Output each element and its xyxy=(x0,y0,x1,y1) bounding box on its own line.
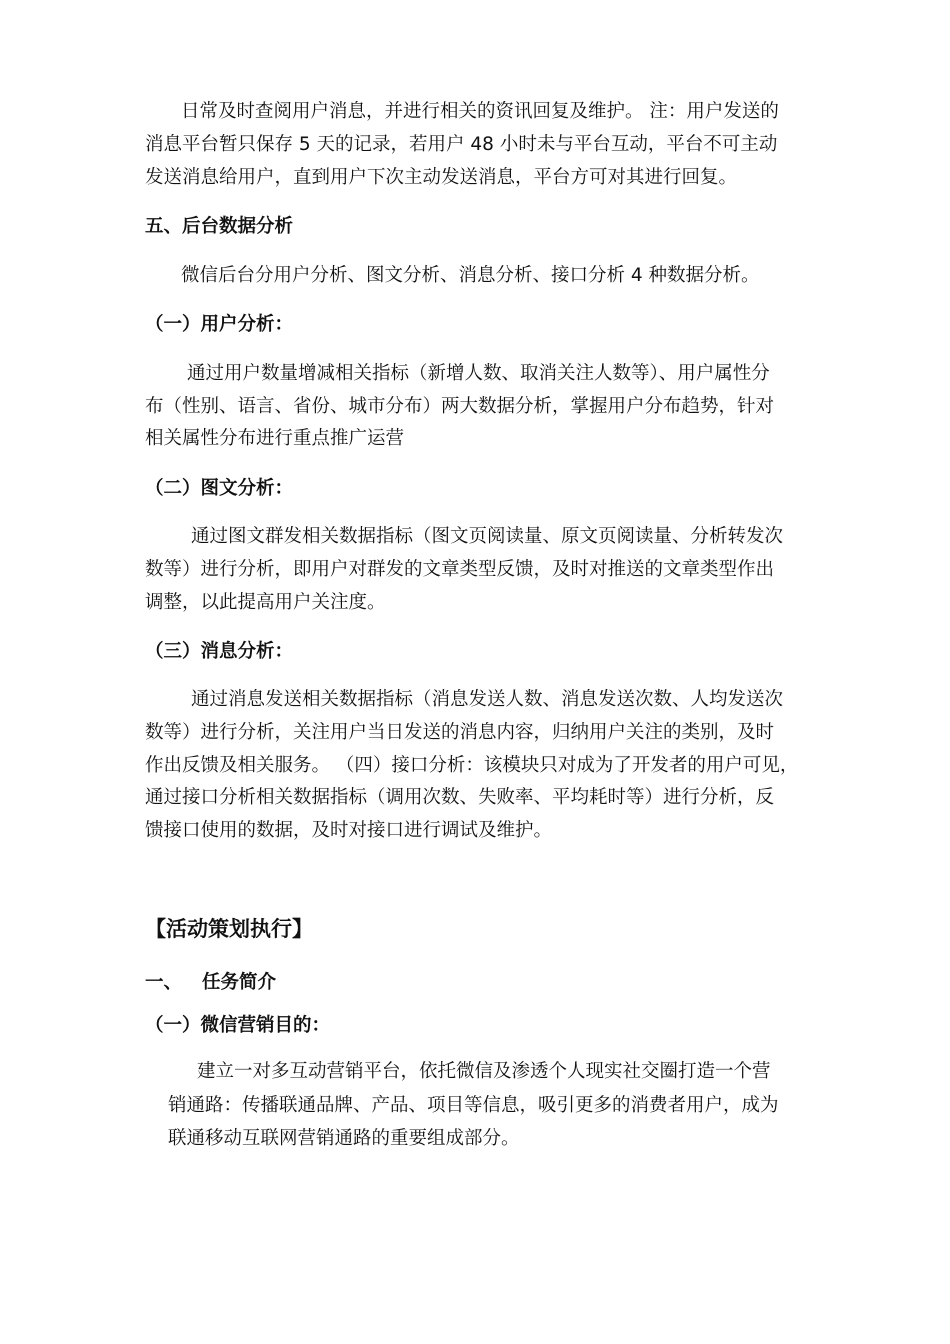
paragraph-line: 通过消息发送相关数据指标（消息发送人数、消息发送次数、人均发送次 xyxy=(191,689,784,710)
paragraph-line: 建立一对多互动营销平台，依托微信及渗透个人现实社交圈打造一个营 xyxy=(197,1061,771,1082)
section-heading: 五、后台数据分析 xyxy=(145,216,294,237)
paragraph-line: 发送消息给用户，直到用户下次主动发送消息，平台方可对其进行回复。 xyxy=(145,167,738,188)
paragraph-line: 销通路：传播联通品牌、产品、项目等信息，吸引更多的消费者用户，成为 xyxy=(168,1095,779,1116)
paragraph-line: 布（性别、语言、省份、城市分布）两大数据分析，掌握用户分布趋势，针对 xyxy=(145,396,775,417)
paragraph-line: 数等）进行分析，关注用户当日发送的消息内容，归纳用户关注的类别，及时 xyxy=(145,722,775,743)
section-heading-number: 一、 xyxy=(145,972,183,993)
subsection-heading: （三）消息分析： xyxy=(145,641,294,662)
paragraph-line: 通过用户数量增减相关指标（新增人数、取消关注人数等）、用户属性分 xyxy=(187,363,770,384)
subsection-heading: （一）用户分析： xyxy=(145,314,294,335)
paragraph-line: 日常及时查阅用户消息，并进行相关的资讯回复及维护。 注：用户发送的 xyxy=(181,101,779,122)
paragraph-line: 作出反馈及相关服务。 （四）接口分析：该模块只对成为了开发者的用户可见， xyxy=(145,755,799,776)
paragraph-line: 通过接口分析相关数据指标（调用次数、失败率、平均耗时等）进行分析，反 xyxy=(145,787,775,808)
chapter-title: 【活动策划执行】 xyxy=(145,917,313,941)
paragraph-line: 微信后台分用户分析、图文分析、消息分析、接口分析 4 种数据分析。 xyxy=(181,265,760,286)
paragraph-line: 馈接口使用的数据，及时对接口进行调试及维护。 xyxy=(145,820,553,841)
paragraph-line: 通过图文群发相关数据指标（图文页阅读量、原文页阅读量、分析转发次 xyxy=(191,526,784,547)
paragraph-line: 联通移动互联网营销通路的重要组成部分。 xyxy=(168,1128,520,1149)
subsection-heading: （二）图文分析： xyxy=(145,478,294,499)
paragraph-line: 消息平台暂只保存 5 天的记录，若用户 48 小时未与平台互动，平台不可主动 xyxy=(145,134,778,155)
subsection-heading: （一）微信营销目的： xyxy=(145,1015,331,1036)
section-heading: 任务简介 xyxy=(202,972,277,993)
paragraph-line: 调整，以此提高用户关注度。 xyxy=(145,592,386,613)
paragraph-line: 相关属性分布进行重点推广运营 xyxy=(145,428,405,449)
paragraph-line: 数等）进行分析，即用户对群发的文章类型反馈，及时对推送的文章类型作出 xyxy=(145,559,775,580)
